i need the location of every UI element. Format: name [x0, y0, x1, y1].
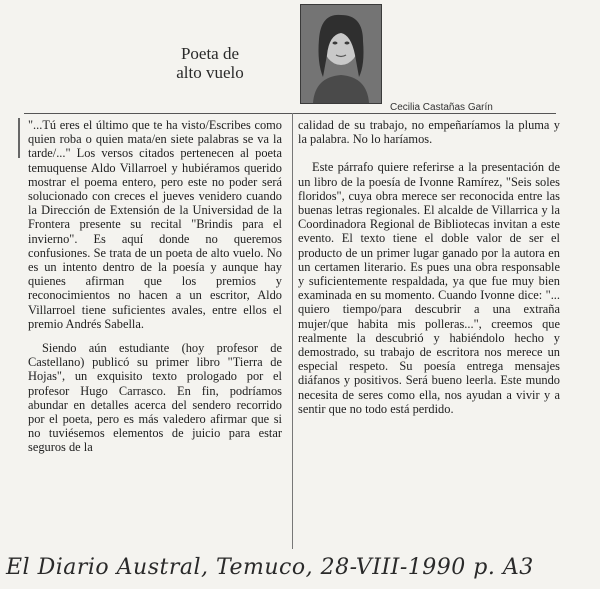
- handwritten-source-note: El Diario Austral, Temuco, 28-VIII-1990 p. A3: [6, 555, 534, 580]
- paragraph: calidad de su trabajo, no empeñaríamos la pluma y la palabra. No lo haríamos.: [298, 118, 560, 147]
- paragraph: Siendo aún estudiante (hoy profesor de Castellano) publicó su primer libro "Tierra de Hojas", un exquisito texto prologado por el profesor Hugo Carrasco. En fin, podríamos abundar en detalles acerca del sendero recorrido por el poeta, pero es más valedero afirmar que si no tuviésemos elementos de juicio para estar seguros de la: [28, 341, 282, 455]
- article-column-left: [28, 118, 282, 546]
- column-divider: [292, 113, 293, 549]
- photo-caption: Cecilia Castañas Garín: [390, 102, 493, 113]
- header-divider: [24, 113, 556, 114]
- margin-mark: [18, 118, 26, 158]
- paragraph: Este párrafo quiere referirse a la presentación de un libro de la poesía de Ivonne Ramírez, "Seis soles floridos", cuya obra merece ser reconocida entre las buenas letras regionales. El alcalde de Villarrica y la Coordinadora Regional de Bibliotecas invitan a este evento. El texto tiene el doble valor de ser el producto de un primer lugar ganado por la autora en un certamen literario. Es pues una obra responsable y suficientemente respaldada, ya que fue muy bien examinada en su momento. Cuando Ivonne dice: "... quiero tiempo/para descubrir a una extraña mujer/que habita mis polleras...", creemos que realmente la descubrió y habiéndolo hecho y demostrado, su trabajo de escritora nos merece un especial respeto. Su poesía entrega mensajes diáfanos y positivos. Será bueno leerla. Este mundo necesita de seres como ella, nos ayudan a vivir y a sentir que no todo está perdido.: [298, 160, 560, 416]
- portrait-image: [301, 5, 381, 103]
- paragraph: "...Tú eres el último que te ha visto/Escribes como quien roba o quien mata/en siete palabras se va la tarde/..." Los versos citados pertenecen al poeta temuquense Aldo Villarroel y hubiéramos querido mostrar el poema entero, pero este no poder será solucionado con creces el jueves venidero cuando la Dirección de Extensión de la Universidad de la Frontera presente su recital "Brindis para el invierno". Es aquí donde no queremos confusiones. Se trata de un poeta de alto vuelo. No es un intento dentro de la poesía y aunque hay quienes afirman que los premios y reconocimientos no hacen a un escritor, Aldo Villarroel tiene suficientes avales, entre ellos el premio Andrés Sabella.: [28, 118, 282, 331]
- headline-line-1: Poeta de: [180, 44, 240, 63]
- headline-line-2: alto vuelo: [176, 63, 244, 82]
- article-headline: [140, 44, 280, 82]
- author-photo: [300, 4, 382, 104]
- article-column-right: [298, 118, 560, 546]
